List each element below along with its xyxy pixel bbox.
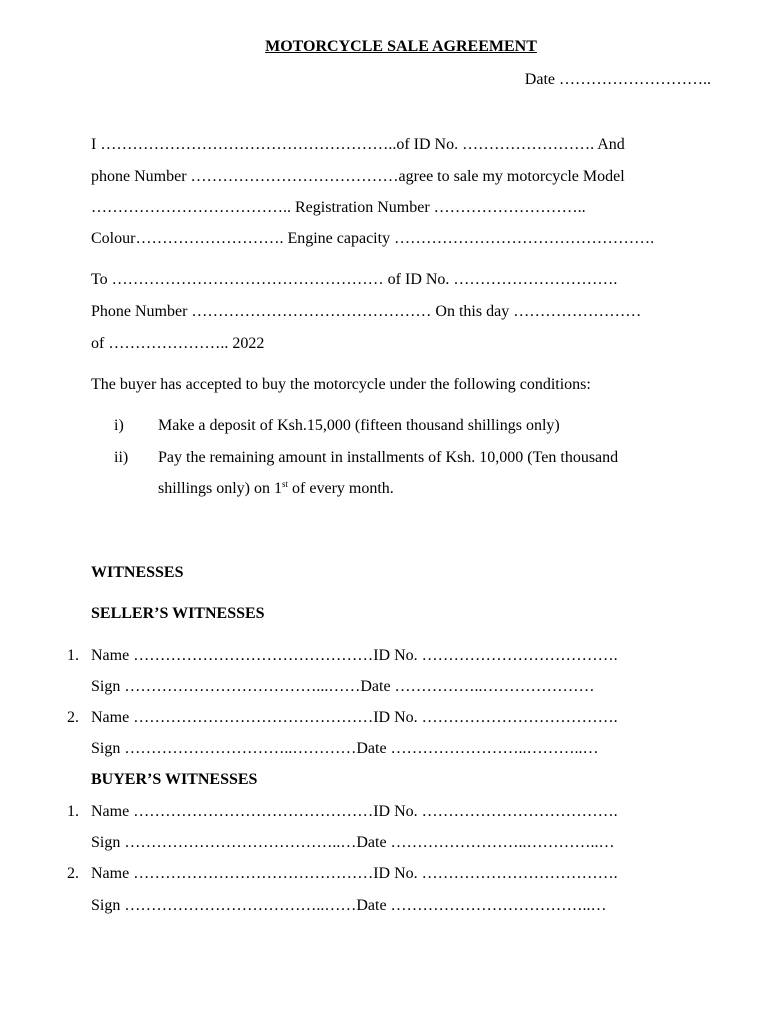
seller-line-3: ……………………………….. Registration Number ……………………….. [91,199,586,216]
condition-number: ii) [114,449,129,466]
condition-text: Make a deposit of Ksh.15,000 (fifteen thousand shillings only) [158,417,560,434]
witness-name-line: Name ………………………………………ID No. ………………………………. [91,647,618,664]
list-number: 1. [67,647,79,664]
list-number: 2. [67,709,79,726]
witness-name-line: Name ………………………………………ID No. ………………………………. [91,803,618,820]
list-number: 2. [67,865,79,882]
document-title: MOTORCYCLE SALE AGREEMENT [265,38,537,55]
witness-name-line: Name ………………………………………ID No. ………………………………. [91,865,618,882]
buyer-line-1: To …………………………………………… of ID No. …………………………. [91,271,618,288]
witness-sign-line: Sign ………………………………...……Date ……………..………………… [91,678,595,695]
witnesses-heading: WITNESSES [91,564,184,581]
buyer-witnesses-heading: BUYER’S WITNESSES [91,771,258,788]
witness-name-line: Name ………………………………………ID No. ………………………………. [91,709,618,726]
seller-witnesses-heading: SELLER’S WITNESSES [91,605,265,622]
condition-text-continued [158,479,394,499]
buyer-line-2: Phone Number ……………………………………… On this day …………………… [91,303,642,320]
condition-text: Pay the remaining amount in installments of Ksh. 10,000 (Ten thousand [158,449,619,466]
seller-line-2: phone Number …………………………………agree to sale my motorcycle Model [91,168,625,185]
ordinal-suffix: st [282,479,289,489]
condition-text-part: of every month. [288,480,394,497]
witness-sign-line: Sign ………………………………..……Date ………………………………..… [91,897,607,914]
list-number: 1. [67,803,79,820]
conditions-intro: The buyer has accepted to buy the motorcycle under the following conditions: [91,376,591,393]
buyer-line-3: of ………………….. 2022 [91,335,265,352]
seller-line-1: I ………………………………………………..of ID No. ……………………. And [91,136,625,153]
seller-line-4: Colour………………………. Engine capacity …………………………………………. [91,230,655,247]
date-field: Date ……………………….. [524,71,711,88]
witness-sign-line: Sign …………………………………..…Date ……………………..…………..… [91,834,615,851]
condition-text-part: shillings only) on 1 [158,480,283,497]
witness-sign-line: Sign …………………………..…………Date ……………………..………..… [91,740,599,757]
condition-number: i) [114,417,124,434]
